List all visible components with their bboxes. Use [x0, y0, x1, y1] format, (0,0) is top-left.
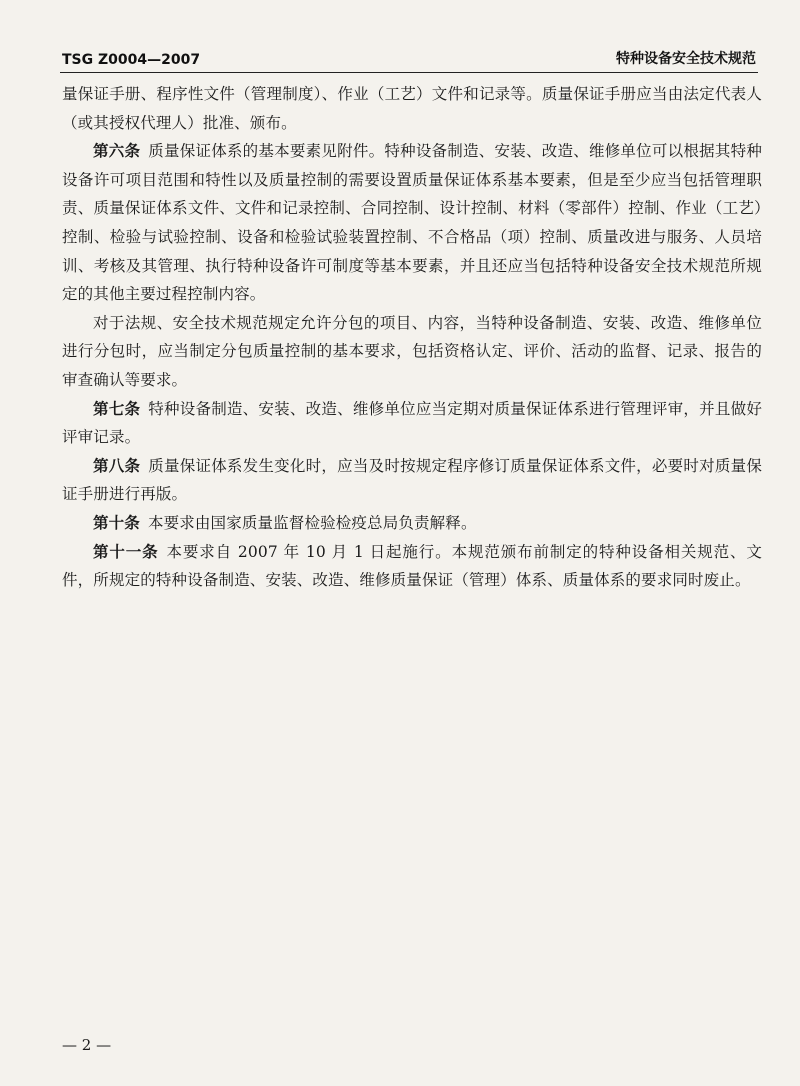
paragraph-1 — [62, 80, 762, 137]
series-title: 特种设备安全技术规范 — [616, 51, 756, 67]
article-7-label: 第七条 — [93, 399, 141, 418]
article-6-text: 质量保证体系的基本要素见附件。特种设备制造、安装、改造、维修单位可以根据其特种设备许可项目范围和特性以及质量控制的需要设置质量保证体系基本要素，但是至少应当包括管理职责、质量保证体系文件、文件和记录控制、合同控制、设计控制、材料（零部件）控制、作业（工艺）控制、检验与试验控制、设备和检验试验装置控制、不合格品（项）控制、质量改进与服务、人员培训、考核及其管理、执行特种设备许可制度等基本要素，并且还应当包括特种设备安全技术规范所规定的其他主要过程控制内容。 — [62, 142, 763, 304]
paragraph-article-10 — [62, 509, 762, 538]
subcontract-text: 对于法规、安全技术规范规定允许分包的项目、内容，当特种设备制造、安装、改造、维修单位进行分包时，应当制定分包质量控制的基本要求，包括资格认定、评价、活动的监督、记录、报告的审查确认等要求。 — [62, 313, 762, 389]
article-11-label: 第十一条 — [93, 542, 159, 561]
document-body — [62, 80, 762, 595]
header-rule — [60, 72, 758, 73]
article-10-label: 第十条 — [93, 513, 140, 532]
paragraph-article-11 — [62, 538, 762, 595]
standard-code: TSG Z0004—2007 — [62, 52, 201, 68]
paragraph-article-8 — [62, 452, 762, 509]
article-8-text: 质量保证体系发生变化时，应当及时按规定程序修订质量保证体系文件，必要时对质量保证手册进行再版。 — [62, 456, 763, 504]
page-number: — 2 — — [62, 1036, 112, 1054]
page-header — [62, 42, 756, 68]
article-8-label: 第八条 — [93, 456, 141, 475]
article-7-text: 特种设备制造、安装、改造、维修单位应当定期对质量保证体系进行管理评审，并且做好评审记录。 — [62, 399, 763, 447]
paragraph-subcontract — [62, 309, 762, 395]
article-10-text: 本要求由国家质量监督检验检疫总局负责解释。 — [147, 513, 477, 532]
paragraph-article-6 — [62, 137, 762, 309]
article-11-text: 本要求自 2007 年 10 月 1 日起施行。本规范颁布前制定的特种设备相关规范、文件，所规定的特种设备制造、安装、改造、维修质量保证（管理）体系、质量体系的要求同时废止。 — [62, 542, 762, 590]
paragraph-1-text: 量保证手册、程序性文件（管理制度）、作业（工艺）文件和记录等。质量保证手册应当由法定代表人（或其授权代理人）批准、颁布。 — [62, 85, 762, 132]
paragraph-article-7 — [62, 395, 762, 452]
article-6-label: 第六条 — [93, 142, 141, 161]
